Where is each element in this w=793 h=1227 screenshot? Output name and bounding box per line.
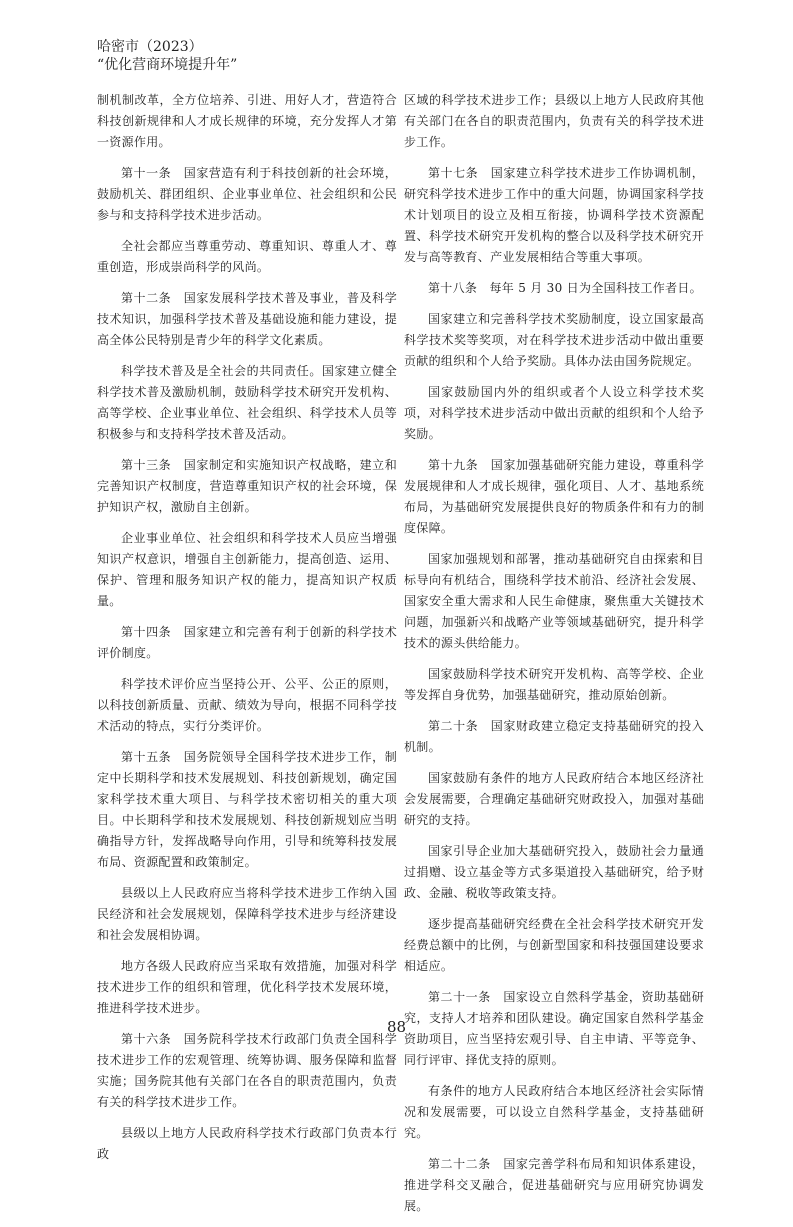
paragraph: 国家鼓励国内外的组织或者个人设立科学技术奖项，对科学技术进步活动中做出贡献的组织和个人给予奖励。	[404, 385, 704, 441]
paragraph: 第二十条 国家财政建立稳定支持基础研究的投入机制。	[404, 719, 704, 754]
paragraph: 制机制改革，全方位培养、引进、用好人才，营造符合科技创新规律和人才成长规律的环境，充分发挥人才第一资源作用。	[97, 93, 397, 149]
paragraph: 全社会都应当尊重劳动、尊重知识、尊重人才、尊重创造，形成崇尚科学的风尚。	[97, 239, 397, 274]
paragraph: 地方各级人民政府应当采取有效措施，加强对科学技术进步工作的组织和管理，优化科学技术发展环境，推进科学技术进步。	[97, 959, 397, 1015]
paragraph: 有条件的地方人民政府结合本地区经济社会实际情况和发展需要，可以设立自然科学基金，支持基础研究。	[404, 1084, 704, 1140]
page-number: 88	[386, 1018, 407, 1036]
paragraph: 第二十一条 国家设立自然科学基金，资助基础研究，支持人才培养和团队建设。确定国家自然科学基金资助项目，应当坚持宏观引导、自主申请、平等竞争、同行评审、择优支持的原则。	[404, 990, 704, 1067]
paragraph: 企业事业单位、社会组织和科学技术人员应当增强知识产权意识，增强自主创新能力，提高创造、运用、保护、管理和服务知识产权的能力，提高知识产权质量。	[97, 531, 397, 608]
paragraph: 科学技术普及是全社会的共同责任。国家建立健全科学技术普及激励机制，鼓励科学技术研究开发机构、高等学校、企业事业单位、社会组织、科学技术人员等积极参与和支持科学技术普及活动。	[97, 364, 397, 441]
paragraph: 逐步提高基础研究经费在全社会科学技术研究开发经费总额中的比例，与创新型国家和科技强国建设要求相适应。	[404, 917, 704, 973]
paragraph: 第十九条 国家加强基础研究能力建设，尊重科学发展规律和人才成长规律，强化项目、人才、基地系统布局，为基础研究发展提供良好的物质条件和有力的制度保障。	[404, 458, 704, 535]
paragraph: 第十六条 国务院科学技术行政部门负责全国科学技术进步工作的宏观管理、统筹协调、服务保障和监督实施；国务院其他有关部门在各自的职责范围内，负责有关的科学技术进步工作。	[97, 1032, 397, 1109]
paragraph: 区域的科学技术进步工作；县级以上地方人民政府其他有关部门在各自的职责范围内，负责有关的科学技术进步工作。	[404, 93, 704, 149]
paragraph: 第十一条 国家营造有利于科技创新的社会环境，鼓励机关、群团组织、企业事业单位、社会组织和公民参与和支持科学技术进步活动。	[97, 166, 397, 222]
paragraph: 科学技术评价应当坚持公开、公平、公正的原则，以科技创新质量、贡献、绩效为导向，根据不同科学技术活动的特点，实行分类评价。	[97, 677, 397, 733]
paragraph: 国家鼓励科学技术研究开发机构、高等学校、企业等发挥自身优势，加强基础研究，推动原始创新。	[404, 667, 704, 702]
paragraph: 第十七条 国家建立科学技术进步工作协调机制，研究科学技术进步工作中的重大问题，协调国家科学技术计划项目的设立及相互衔接，协调科学技术资源配置、科学技术研究开发机构的整合以及科学技术研究开发与高等教育、产业发展相结合等重大事项。	[404, 166, 704, 264]
paragraph: 第十三条 国家制定和实施知识产权战略，建立和完善知识产权制度，营造尊重知识产权的社会环境，保护知识产权，激励自主创新。	[97, 458, 397, 514]
header-title: 哈密市（2023）	[97, 39, 203, 55]
paragraph: 第十八条 每年 5 月 30 日为全国科技工作者日。	[428, 281, 702, 295]
paragraph: 国家加强规划和部署，推动基础研究自由探索和目标导向有机结合，围绕科学技术前沿、经济社会发展、国家安全重大需求和人民生命健康，聚焦重大关键技术问题，加强新兴和战略产业等领域基础研究，提升科学技术的源头供给能力。	[404, 552, 704, 650]
paragraph: 县级以上人民政府应当将科学技术进步工作纳入国民经济和社会发展规划，保障科学技术进步与经济建设和社会发展相协调。	[97, 886, 397, 942]
paragraph: 第二十二条 国家完善学科布局和知识体系建设，推进学科交叉融合，促进基础研究与应用研究协调发展。	[404, 1157, 704, 1213]
paragraph: 县级以上地方人民政府科学技术行政部门负责本行政	[97, 1126, 397, 1161]
page-header	[97, 38, 237, 74]
right-column	[404, 90, 704, 1227]
paragraph: 第十四条 国家建立和完善有利于创新的科学技术评价制度。	[97, 625, 397, 660]
paragraph: 国家建立和完善科学技术奖励制度，设立国家最高科学技术奖等奖项，对在科学技术进步活动中做出重要贡献的组织和个人给予奖励。具体办法由国务院规定。	[404, 312, 704, 368]
paragraph: 第十五条 国务院领导全国科学技术进步工作，制定中长期科学和技术发展规划、科技创新规划，确定国家科学技术重大项目、与科学技术密切相关的重大项目。中长期科学和技术发展规划、科技创新规划应当明确指导方针，发挥战略导向作用，引导和统筹科技发展布局、资源配置和政策制定。	[97, 750, 397, 869]
paragraph: 第十二条 国家发展科学技术普及事业，普及科学技术知识，加强科学技术普及基础设施和能力建设，提高全体公民特别是青少年的科学文化素质。	[97, 291, 397, 347]
header-subtitle: “优化营商环境提升年”	[97, 57, 238, 73]
paragraph: 国家引导企业加大基础研究投入，鼓励社会力量通过捐赠、设立基金等方式多渠道投入基础研究，给予财政、金融、税收等政策支持。	[404, 844, 704, 900]
left-column	[97, 90, 397, 1175]
paragraph: 国家鼓励有条件的地方人民政府结合本地区经济社会发展需要，合理确定基础研究财政投入，加强对基础研究的支持。	[404, 771, 704, 827]
